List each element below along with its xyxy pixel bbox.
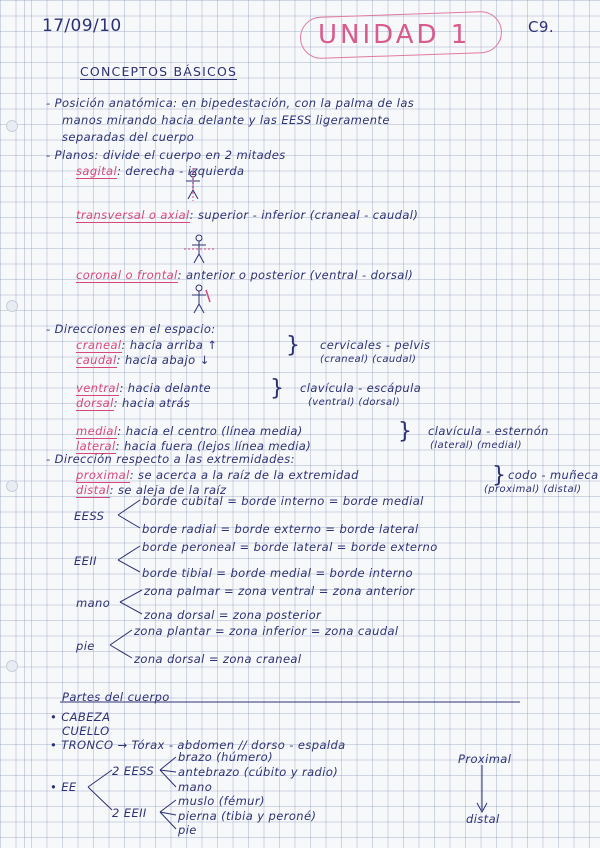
- pie-bottom: zona dorsal = zona craneal: [134, 652, 302, 666]
- distal-note: distal: [466, 812, 500, 826]
- eeii-item-1: muslo (fémur): [178, 794, 265, 808]
- proximal-term: proximal: [76, 468, 130, 482]
- medial-desc: : hacia el centro (línea media): [117, 424, 303, 438]
- eeii-item-3: pie: [178, 823, 197, 837]
- date: 17/09/10: [42, 16, 122, 36]
- transversal-desc: : superior - inferior (craneal - caudal): [189, 208, 419, 222]
- caudal-desc: : hacia abajo ↓: [116, 353, 210, 367]
- brace-4: }: [492, 463, 507, 488]
- pie-top: zona plantar = zona inferior = zona caudal: [134, 624, 399, 638]
- brace-2: }: [270, 376, 285, 401]
- lateral-term: lateral: [76, 439, 116, 453]
- mano-bottom: zona dorsal = zona posterior: [144, 608, 322, 622]
- mano-top: zona palmar = zona ventral = zona anterior: [144, 584, 415, 598]
- ventral-desc: : hacia delante: [119, 381, 212, 395]
- caudal-term: caudal: [76, 353, 117, 367]
- sagital-desc: : derecha - izquierda: [117, 164, 245, 178]
- proximal-desc: : se acerca a la raíz de la extremidad: [129, 468, 359, 482]
- distal-term: distal: [76, 483, 110, 497]
- eess-item-1: brazo (húmero): [178, 750, 273, 764]
- brace-3: }: [398, 419, 413, 444]
- anatomical-line-2: manos mirando hacia delante y las EESS ligeramente: [62, 113, 390, 127]
- transversal-term: transversal o axial: [76, 208, 190, 222]
- eess-bottom: borde radial = borde externo = borde lateral: [142, 522, 419, 536]
- medial-term: medial: [76, 424, 118, 438]
- brace-1: }: [286, 333, 301, 358]
- group3-right-bottom: (lateral) (medial): [430, 440, 522, 451]
- distal-desc: : se aleja de la raíz: [109, 483, 227, 497]
- sagital-term: sagital: [76, 164, 118, 178]
- craneal-desc: : hacia arriba ↑: [121, 338, 218, 352]
- eess-label: EESS: [74, 509, 105, 523]
- lateral-desc: : hacia fuera (lejos línea media): [115, 439, 312, 453]
- dorsal-desc: : hacia atrás: [113, 396, 191, 410]
- craneal-term: craneal: [76, 338, 122, 352]
- page-title: UNIDAD 1: [318, 20, 471, 50]
- pie-label: pie: [76, 639, 95, 653]
- extremities-intro: - Dirección respecto a las extremidades:: [46, 452, 295, 466]
- group3-right-top: clavícula - esternón: [428, 424, 549, 438]
- extremities-right-bottom: (proximal) (distal): [484, 484, 582, 495]
- proximal-note: Proximal: [458, 752, 512, 766]
- cabeza: • CABEZA: [50, 710, 111, 724]
- extremities-right-top: codo - muñeca: [508, 468, 599, 482]
- eeii-item-2: pierna (tibia y peroné): [178, 809, 317, 823]
- eeii-label: EEII: [74, 554, 97, 568]
- eeii-bottom: borde tibial = borde medial = borde interno: [142, 566, 413, 580]
- body-parts-heading: Partes del cuerpo: [62, 690, 170, 704]
- ventral-term: ventral: [76, 381, 120, 395]
- section-heading: CONCEPTOS BÁSICOS: [80, 64, 238, 79]
- anatomical-line-1: - Posición anatómica: en bipedestación, con la palma de las: [46, 96, 415, 110]
- planes-intro: - Planos: divide el cuerpo en 2 mitades: [46, 148, 286, 162]
- dorsal-term: dorsal: [76, 396, 114, 410]
- coronal-desc: : anterior o posterior (ventral - dorsal): [177, 268, 414, 282]
- group1-right-bottom: (craneal) (caudal): [320, 354, 417, 365]
- ee-label: • EE: [50, 780, 77, 794]
- page-label: C9.: [528, 18, 554, 36]
- eess-item-3: mano: [178, 780, 213, 794]
- tronco: • TRONCO → Tórax - abdomen // dorso - espalda: [50, 738, 346, 752]
- eess-group: 2 EESS: [112, 764, 155, 778]
- group2-right-top: clavícula - escápula: [300, 381, 422, 395]
- eess-top: borde cubital = borde interno = borde medial: [142, 494, 424, 508]
- mano-label: mano: [76, 596, 111, 610]
- eeii-top: borde peroneal = borde lateral = borde externo: [142, 540, 438, 554]
- cuello: CUELLO: [62, 724, 110, 738]
- eeii-group: 2 EEII: [112, 806, 147, 820]
- group1-right-top: cervicales - pelvis: [320, 338, 431, 352]
- anatomical-line-3: separadas del cuerpo: [62, 130, 195, 144]
- group2-right-bottom: (ventral) (dorsal): [308, 397, 401, 408]
- coronal-term: coronal o frontal: [76, 268, 178, 282]
- directions-intro: - Direcciones en el espacio:: [46, 322, 216, 336]
- eess-item-2: antebrazo (cúbito y radio): [178, 765, 339, 779]
